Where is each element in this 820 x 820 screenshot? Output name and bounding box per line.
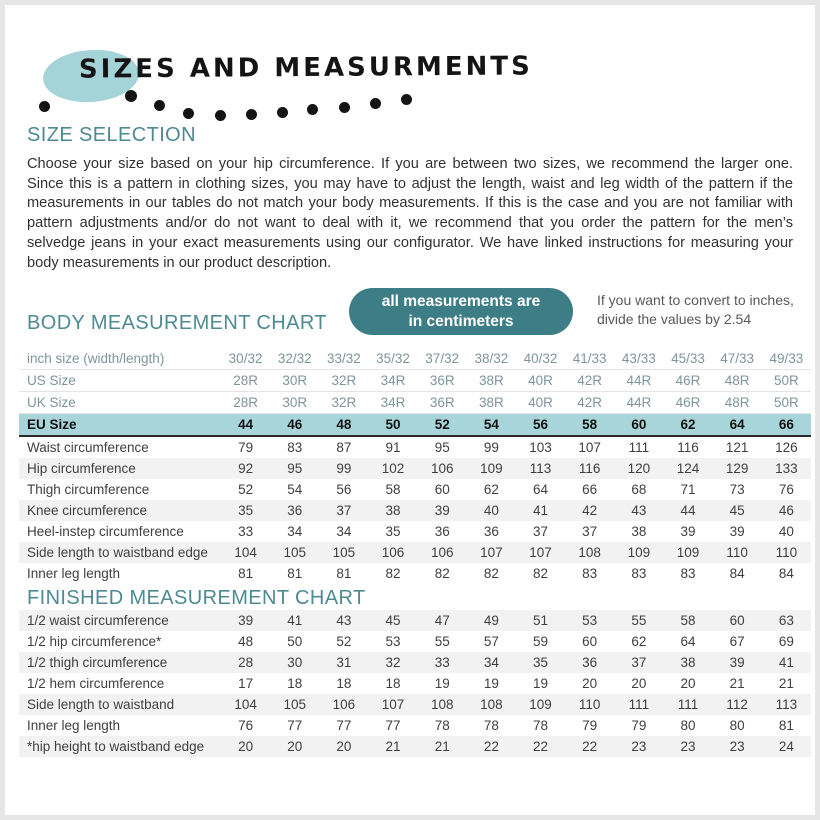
page-title: SIZES AND MEASURMENTS: [78, 51, 533, 85]
dot-icon: [277, 107, 288, 118]
dot-icon: [307, 104, 318, 115]
cell-value: 80: [729, 718, 745, 734]
body-chart-header: [19, 286, 801, 348]
cell-value: 40/32: [516, 348, 565, 370]
note-line-2: divide the values by 2.54: [597, 311, 752, 328]
cell-value: 82: [533, 566, 549, 582]
cell-value: 110: [565, 694, 614, 715]
row-label: inch size (width/length): [19, 348, 221, 370]
dot-icon: [125, 90, 137, 102]
cell-value: 83: [680, 566, 696, 582]
cell-value: 60: [713, 610, 762, 631]
cell-value: 48R: [713, 370, 762, 392]
table-row: [19, 370, 811, 392]
cell-value: 77: [385, 718, 401, 734]
cell-value: 87: [336, 440, 352, 456]
cell-value: 21: [418, 736, 467, 757]
cell-value: 81: [287, 566, 303, 582]
cell-value: 82: [483, 566, 499, 582]
cell-value: 32/32: [270, 348, 319, 370]
cell-value: 107: [516, 542, 565, 563]
cell-value: 22: [565, 736, 614, 757]
cell-value: 42: [565, 500, 614, 521]
cell-value: 106: [368, 542, 417, 563]
cell-value: 40: [778, 524, 794, 540]
cell-value: 47/33: [713, 348, 762, 370]
cell-value: 50R: [762, 370, 811, 392]
row-label: Heel-instep circumference: [27, 524, 184, 540]
cell-value: 44R: [614, 370, 663, 392]
cell-value: 120: [614, 458, 663, 479]
cell-value: 37: [582, 524, 598, 540]
cell-value: 50: [368, 414, 417, 437]
dot-icon: [246, 109, 257, 120]
cell-value: 104: [221, 694, 270, 715]
cell-value: 107: [578, 440, 601, 456]
row-label: 1/2 hip circumference*: [27, 634, 162, 650]
dot-icon: [154, 100, 165, 111]
cell-value: 19: [533, 676, 549, 692]
cell-value: 33: [238, 524, 254, 540]
row-label: 1/2 hem circumference: [27, 676, 165, 692]
cell-value: 23: [614, 736, 663, 757]
cell-value: 106: [418, 458, 467, 479]
cell-value: 42R: [565, 392, 614, 414]
cell-value: 41: [516, 500, 565, 521]
cell-value: 63: [762, 610, 811, 631]
cell-value: 126: [775, 440, 798, 456]
cell-value: 129: [713, 458, 762, 479]
table-row: [19, 563, 811, 584]
cell-value: 34: [467, 652, 516, 673]
cell-value: 37: [319, 500, 368, 521]
cell-value: 107: [368, 694, 417, 715]
cell-value: 36: [565, 652, 614, 673]
cell-value: 18: [385, 676, 401, 692]
cell-value: 46R: [663, 370, 712, 392]
cell-value: 109: [663, 542, 712, 563]
cell-value: 28R: [221, 370, 270, 392]
cell-value: 91: [385, 440, 401, 456]
table-row: [19, 414, 811, 437]
dot-icon: [183, 108, 194, 119]
size-selection-paragraph: Choose your size based on your hip circumference. If you are between two sizes, we recommend the larger one. Since this is a pattern in clothing sizes, you may have to adjust the length, waist and leg width of the pattern if the measurements in our tables do not match your body measurements. If this is the case and you are not familiar with pattern adjustments and/or do not want to deal with it, we recommend that you order the pattern for the men’s selvedge jeans in your exact measurements using our configurator. We have linked instructions for measuring your body measurements in our product description.: [27, 156, 793, 271]
table-row: [19, 500, 811, 521]
cell-value: 64: [713, 414, 762, 437]
cell-value: 113: [762, 694, 811, 715]
cell-value: 73: [729, 482, 745, 498]
badge-line-1: all measurements are: [381, 292, 541, 310]
cell-value: 32R: [319, 392, 368, 414]
cell-value: 36: [483, 524, 499, 540]
cell-value: 99: [483, 440, 499, 456]
row-label: Waist circumference: [27, 440, 149, 456]
cell-value: 34R: [368, 392, 417, 414]
cell-value: 43: [614, 500, 663, 521]
cell-value: 105: [319, 542, 368, 563]
table-row: [19, 542, 811, 563]
body-chart-heading: BODY MEASUREMENT CHART: [27, 312, 327, 335]
cell-value: 34: [336, 524, 352, 540]
cell-value: 39: [680, 524, 696, 540]
cell-value: 42R: [565, 370, 614, 392]
cell-value: 35: [385, 524, 401, 540]
cell-value: 83: [631, 566, 647, 582]
cell-value: 21: [778, 676, 794, 692]
dot-icon: [370, 98, 381, 109]
inches-conversion-note: [597, 291, 794, 329]
cell-value: 92: [221, 458, 270, 479]
cell-value: 53: [565, 610, 614, 631]
cell-value: 103: [529, 440, 552, 456]
cell-value: 35/32: [368, 348, 417, 370]
cell-value: 69: [778, 634, 794, 650]
cell-value: 36: [434, 524, 450, 540]
cell-value: 33/32: [319, 348, 368, 370]
cell-value: 76: [238, 718, 254, 734]
row-label: EU Size: [19, 414, 221, 437]
cell-value: 23: [713, 736, 762, 757]
cell-value: 39: [418, 500, 467, 521]
cell-value: 39: [729, 524, 745, 540]
cell-value: 110: [762, 542, 811, 563]
table-row: [19, 694, 811, 715]
cell-value: 108: [565, 542, 614, 563]
cell-value: 111: [663, 694, 712, 715]
cell-value: 38R: [467, 392, 516, 414]
cell-value: 55: [434, 634, 450, 650]
cell-value: 102: [368, 458, 417, 479]
cell-value: 77: [336, 718, 352, 734]
cell-value: 78: [533, 718, 549, 734]
cell-value: 21: [729, 676, 745, 692]
cell-value: 28: [221, 652, 270, 673]
cell-value: 81: [238, 566, 254, 582]
cell-value: 48: [238, 634, 254, 650]
cell-value: 49/33: [762, 348, 811, 370]
cell-value: 45: [368, 610, 417, 631]
dot-icon: [401, 94, 412, 105]
cell-value: 84: [729, 566, 745, 582]
finished-measurement-table: [19, 610, 811, 757]
cell-value: 38: [631, 524, 647, 540]
dot-icon: [215, 110, 226, 121]
cell-value: 80: [680, 718, 696, 734]
cell-value: 20: [582, 676, 598, 692]
cell-value: 111: [614, 694, 663, 715]
cell-value: 58: [663, 610, 712, 631]
cell-value: 108: [418, 694, 467, 715]
cell-value: 57: [483, 634, 499, 650]
cell-value: 35: [221, 500, 270, 521]
cell-value: 50: [287, 634, 303, 650]
cell-value: 59: [533, 634, 549, 650]
cell-value: 47: [418, 610, 467, 631]
cell-value: 64: [680, 634, 696, 650]
cell-value: 39: [221, 610, 270, 631]
table-row: [19, 610, 811, 631]
cell-value: 53: [385, 634, 401, 650]
cell-value: 18: [287, 676, 303, 692]
finished-chart-heading: FINISHED MEASUREMENT CHART: [27, 587, 366, 610]
cell-value: 106: [418, 542, 467, 563]
cell-value: 48R: [713, 392, 762, 414]
row-label: Inner leg length: [27, 566, 121, 582]
table-row: [19, 631, 811, 652]
cell-value: 56: [336, 482, 352, 498]
cell-value: 60: [582, 634, 598, 650]
cell-value: 52: [336, 634, 352, 650]
cell-value: 32: [368, 652, 417, 673]
table-row: [19, 458, 811, 479]
cell-value: 56: [516, 414, 565, 437]
table-row: [19, 652, 811, 673]
title-block: [5, 5, 815, 123]
cell-value: 38/32: [467, 348, 516, 370]
cell-value: 46R: [663, 392, 712, 414]
table-row: [19, 392, 811, 414]
cell-value: 31: [319, 652, 368, 673]
row-label: 1/2 waist circumference: [19, 610, 221, 631]
cell-value: 43/33: [614, 348, 663, 370]
cell-value: 78: [434, 718, 450, 734]
cell-value: 35: [516, 652, 565, 673]
cell-value: 28R: [221, 392, 270, 414]
cell-value: 41: [762, 652, 811, 673]
cell-value: 64: [533, 482, 549, 498]
cell-value: 54: [287, 482, 303, 498]
table-row: [19, 715, 811, 736]
cell-value: 124: [663, 458, 712, 479]
cell-value: 112: [713, 694, 762, 715]
cell-value: 41/33: [565, 348, 614, 370]
cell-value: 32R: [319, 370, 368, 392]
cell-value: 50R: [762, 392, 811, 414]
note-line-1: If you want to convert to inches,: [597, 292, 794, 309]
cell-value: 62: [663, 414, 712, 437]
cell-value: 30/32: [221, 348, 270, 370]
cell-value: 55: [614, 610, 663, 631]
cell-value: 21: [368, 736, 417, 757]
cell-value: 83: [582, 566, 598, 582]
row-label: Thigh circumference: [27, 482, 150, 498]
cell-value: 22: [516, 736, 565, 757]
content-area: [5, 123, 815, 757]
cell-value: 37: [533, 524, 549, 540]
table-row: [19, 673, 811, 694]
cell-value: 116: [565, 458, 614, 479]
cell-value: 109: [516, 694, 565, 715]
cell-value: 44: [663, 500, 712, 521]
cell-value: 99: [319, 458, 368, 479]
row-label: *hip height to waistband edge: [19, 736, 221, 757]
cell-value: 20: [221, 736, 270, 757]
body-measurement-table: [19, 348, 811, 584]
cell-value: 83: [287, 440, 303, 456]
cell-value: 52: [418, 414, 467, 437]
cell-value: 109: [614, 542, 663, 563]
cell-value: 33: [418, 652, 467, 673]
cell-value: 24: [762, 736, 811, 757]
cell-value: 40R: [516, 370, 565, 392]
cell-value: 79: [582, 718, 598, 734]
cell-value: 45/33: [663, 348, 712, 370]
cell-value: 38: [663, 652, 712, 673]
cell-value: 62: [483, 482, 499, 498]
cell-value: 22: [467, 736, 516, 757]
cell-value: 116: [677, 440, 699, 456]
cell-value: 105: [270, 694, 319, 715]
cell-value: 110: [713, 542, 762, 563]
centimeters-badge: [349, 288, 573, 335]
row-label: 1/2 thigh circumference: [19, 652, 221, 673]
dot-icon: [39, 101, 50, 112]
cell-value: 37/32: [418, 348, 467, 370]
cell-value: 84: [778, 566, 794, 582]
cell-value: 82: [385, 566, 401, 582]
cell-value: 40: [467, 500, 516, 521]
dot-icon: [339, 102, 350, 113]
cell-value: 104: [221, 542, 270, 563]
cell-value: 133: [762, 458, 811, 479]
cell-value: 30: [270, 652, 319, 673]
cell-value: 34R: [368, 370, 417, 392]
cell-value: 18: [336, 676, 352, 692]
row-label: Inner leg length: [27, 718, 121, 734]
cell-value: 38: [368, 500, 417, 521]
cell-value: 43: [319, 610, 368, 631]
cell-value: 79: [631, 718, 647, 734]
cell-value: 54: [467, 414, 516, 437]
cell-value: 19: [483, 676, 499, 692]
cell-value: 82: [434, 566, 450, 582]
cell-value: 62: [631, 634, 647, 650]
cell-value: 66: [762, 414, 811, 437]
cell-value: 109: [467, 458, 516, 479]
row-label: Side length to waistband edge: [19, 542, 221, 563]
cell-value: 49: [467, 610, 516, 631]
cell-value: 37: [614, 652, 663, 673]
cell-value: 20: [680, 676, 696, 692]
cell-value: 71: [680, 482, 696, 498]
cell-value: 39: [713, 652, 762, 673]
badge-line-2: in centimeters: [408, 312, 514, 330]
cell-value: 121: [725, 440, 749, 456]
table-row: [19, 521, 811, 542]
cell-value: 46: [270, 414, 319, 437]
row-label: Side length to waistband: [19, 694, 221, 715]
cell-value: 78: [483, 718, 499, 734]
cell-value: 105: [270, 542, 319, 563]
table-row: [19, 436, 811, 458]
cell-value: 44R: [614, 392, 663, 414]
cell-value: 23: [663, 736, 712, 757]
cell-value: 77: [287, 718, 303, 734]
cell-value: 95: [270, 458, 319, 479]
cell-value: 95: [434, 440, 450, 456]
cell-value: 48: [319, 414, 368, 437]
cell-value: 34: [287, 524, 303, 540]
row-label: Knee circumference: [19, 500, 221, 521]
cell-value: 36R: [418, 392, 467, 414]
cell-value: 81: [336, 566, 352, 582]
row-label: US Size: [19, 370, 221, 392]
table-row: [19, 348, 811, 370]
cell-value: 79: [238, 440, 254, 456]
cell-value: 20: [319, 736, 368, 757]
cell-value: 66: [582, 482, 598, 498]
cell-value: 67: [729, 634, 745, 650]
cell-value: 20: [631, 676, 647, 692]
cell-value: 38R: [467, 370, 516, 392]
cell-value: 111: [628, 440, 650, 456]
cell-value: 106: [319, 694, 368, 715]
row-label: Hip circumference: [19, 458, 221, 479]
cell-value: 113: [516, 458, 565, 479]
cell-value: 46: [762, 500, 811, 521]
cell-value: 60: [614, 414, 663, 437]
cell-value: 19: [434, 676, 450, 692]
cell-value: 81: [778, 718, 794, 734]
cell-value: 36R: [418, 370, 467, 392]
cell-value: 30R: [270, 392, 319, 414]
cell-value: 58: [385, 482, 401, 498]
cell-value: 45: [713, 500, 762, 521]
cell-value: 107: [467, 542, 516, 563]
cell-value: 20: [270, 736, 319, 757]
cell-value: 68: [631, 482, 647, 498]
cell-value: 108: [467, 694, 516, 715]
cell-value: 60: [434, 482, 450, 498]
cell-value: 41: [270, 610, 319, 631]
cell-value: 40R: [516, 392, 565, 414]
cell-value: 76: [778, 482, 794, 498]
cell-value: 17: [238, 676, 254, 692]
size-selection-heading: SIZE SELECTION: [27, 124, 196, 146]
table-row: [19, 479, 811, 500]
cell-value: 36: [270, 500, 319, 521]
cell-value: 58: [565, 414, 614, 437]
cell-value: 52: [238, 482, 254, 498]
cell-value: 44: [221, 414, 270, 437]
cell-value: 30R: [270, 370, 319, 392]
row-label: UK Size: [19, 392, 221, 414]
table-row: [19, 736, 811, 757]
cell-value: 51: [516, 610, 565, 631]
